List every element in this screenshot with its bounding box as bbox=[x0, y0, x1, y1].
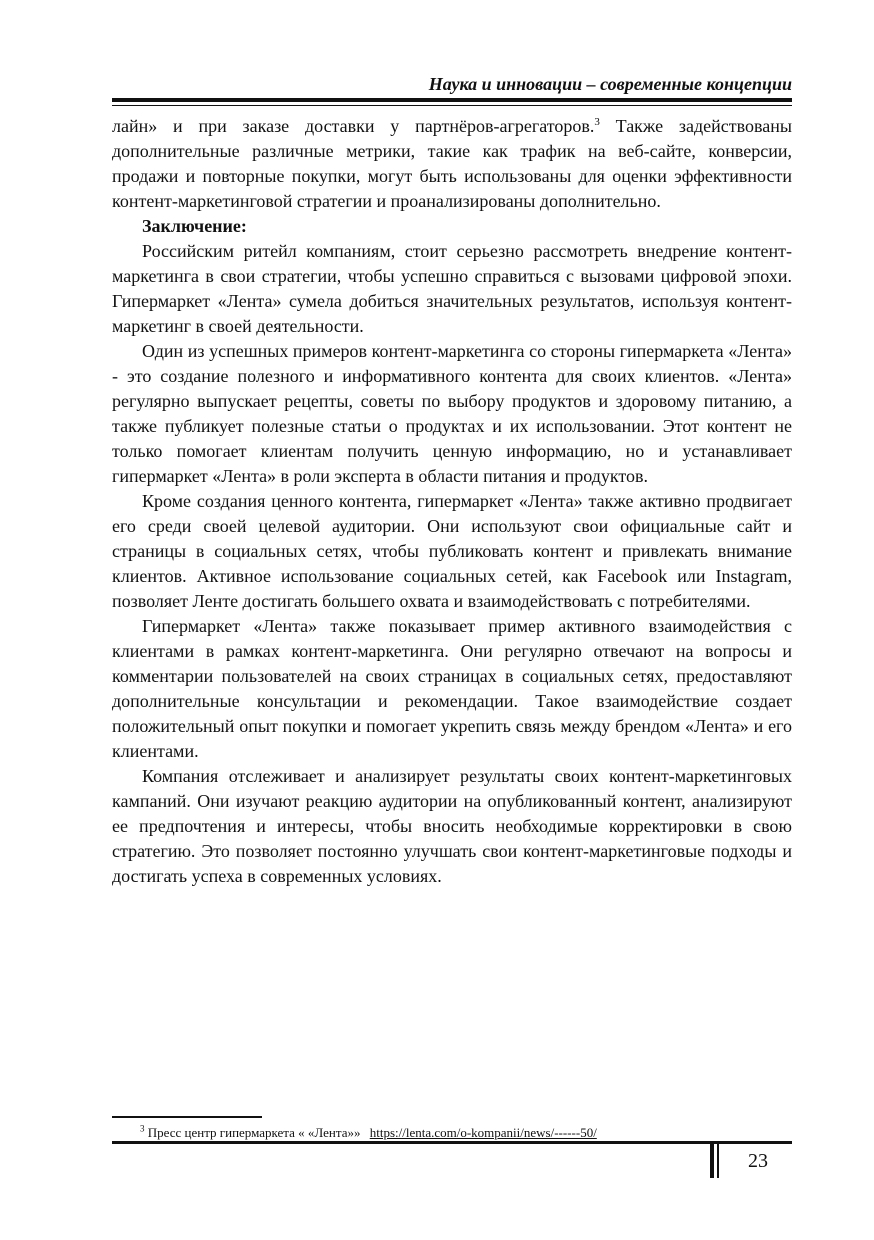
conclusion-heading: Заключение: bbox=[142, 216, 247, 236]
footnote-number: 3 bbox=[140, 1123, 145, 1134]
paragraph: Один из успешных примеров контент-маркетинга со стороны гипермаркета «Лента» - это создание полезного и информативного контента для своих клиентов. «Лента» регулярно выпускает рецепты, советы по выбору продуктов и здоровому питанию, а также публикует полезные статьи о продуктах и их использовании. Этот контент не только помогает клиентам получить ценную информацию, но и устанавливает гипермаркет «Лента» в роли эксперта в области питания и продуктов. bbox=[112, 341, 792, 486]
footnote-ref: 3 bbox=[594, 116, 600, 128]
footer-rule bbox=[112, 1141, 792, 1144]
footnote-text: Пресс центр гипермаркета « «Лента»» bbox=[147, 1125, 361, 1140]
footnote-link[interactable]: https://lenta.com/o-kompanii/news/------50/ bbox=[369, 1125, 597, 1140]
header-rule-thick bbox=[112, 98, 792, 102]
paragraph: Кроме создания ценного контента, гипермаркет «Лента» также активно продвигает его среди своей целевой аудитории. Они используют свои официальные сайт и страницы в социальных сетях, чтобы публиковать контент и привлекать внимание клиентов. Активное использование социальных сетей, как Facebook или Instagram, позволяет Ленте достигать большего охвата и взаимодействовать с потребителями. bbox=[112, 491, 792, 611]
footer-bar-thin bbox=[717, 1144, 719, 1178]
footnote-separator bbox=[112, 1116, 262, 1118]
paragraph-text-cont: Также задействованы дополнительные различные метрики, такие как трафик на веб-сайте, конверсии, продажи и повторные покупки, могут быть использованы для оценки эффективности контент-маркетинговой стратегии и проанализированы дополнительно. bbox=[112, 116, 792, 211]
footnote bbox=[140, 1125, 790, 1141]
page-number: 23 bbox=[748, 1150, 768, 1172]
paragraph: Компания отслеживает и анализирует результаты своих контент-маркетинговых кампаний. Они изучают реакцию аудитории на опубликованный контент, анализируют ее предпочтения и интересы, чтобы вносить необходимые корректировки в свою стратегию. Это позволяет постоянно улучшать свои контент-маркетинговые подходы и достигать успеха в современных условиях. bbox=[112, 766, 792, 886]
main-text bbox=[112, 114, 792, 889]
paragraph: Гипермаркет «Лента» также показывает пример активного взаимодействия с клиентами в рамках контент-маркетинга. Они регулярно отвечают на вопросы и комментарии пользователей на своих страницах в социальных сетях, предоставляют дополнительные консультации и рекомендации. Такое взаимодействие создает положительный опыт покупки и помогает укрепить связь между брендом «Лента» и его клиентами. bbox=[112, 616, 792, 761]
paragraph: Российским ритейл компаниям, стоит серьезно рассмотреть внедрение контент-маркетинга в свои стратегии, чтобы успешно справиться с вызовами цифровой эпохи. Гипермаркет «Лента» сумела добиться значительных результатов, используя контент-маркетинг в своей деятельности. bbox=[112, 241, 792, 336]
footer-bar-thick bbox=[710, 1144, 714, 1178]
paragraph-continued bbox=[112, 114, 792, 214]
header-rule-thin bbox=[112, 105, 792, 106]
running-header: Наука и инновации – современные концепции bbox=[428, 74, 792, 94]
paragraph-text: лайн» и при заказе доставки у партнёров-агрегаторов. bbox=[112, 116, 595, 136]
